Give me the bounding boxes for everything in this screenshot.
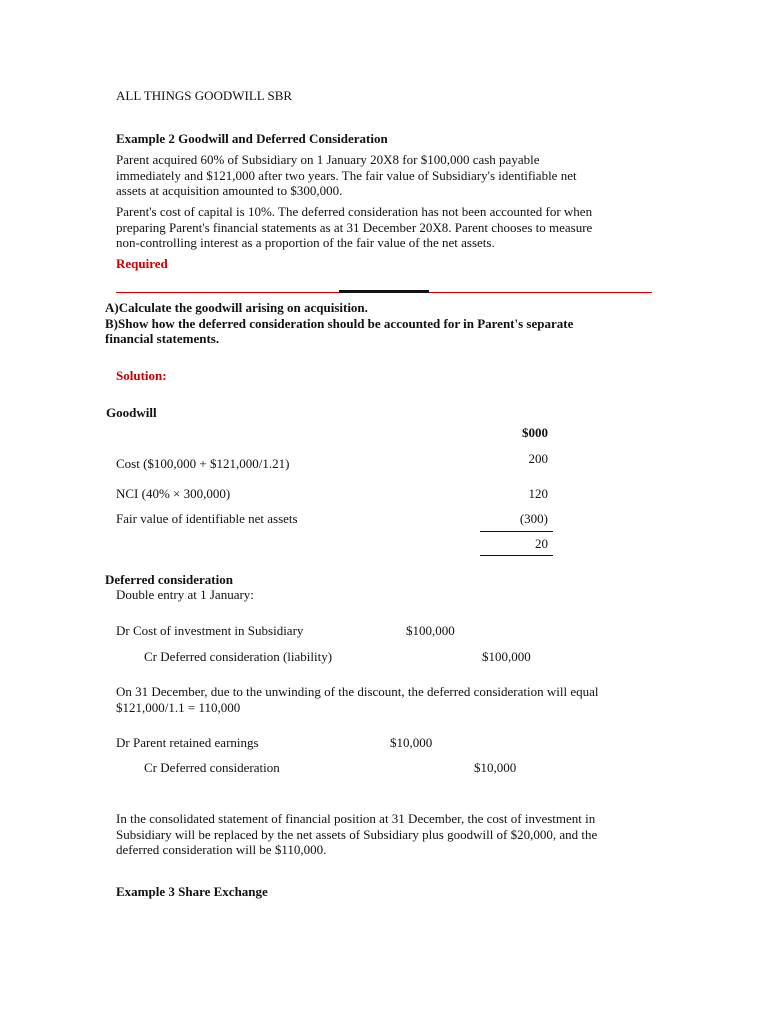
total-rule xyxy=(480,555,553,556)
goodwill-row-label: Fair value of identifiable net assets xyxy=(116,511,298,526)
solution-label: Solution: xyxy=(116,368,167,383)
paragraph-line: Parent acquired 60% of Subsidiary on 1 January 20X8 for $100,000 cash payable xyxy=(116,152,540,167)
question-b-continued: financial statements. xyxy=(105,331,220,346)
document-title: ALL THINGS GOODWILL SBR xyxy=(116,88,293,103)
question-b: B)Show how the deferred consideration should be accounted for in Parent's separate xyxy=(105,315,574,331)
double-entry-intro: Double entry at 1 January: xyxy=(116,587,254,602)
paragraph-line: Parent's cost of capital is 10%. The deferred consideration has not been accounted for when xyxy=(116,204,593,219)
paragraph-line: immediately and $121,000 after two years. The fair value of Subsidiary's identifiable net xyxy=(116,167,577,183)
journal-dr-amount: $10,000 xyxy=(390,735,433,750)
divider-accent xyxy=(339,290,429,293)
paragraph-line: On 31 December, due to the unwinding of the discount, the deferred consideration will equal xyxy=(116,684,599,699)
goodwill-row-label: NCI (40% × 300,000) xyxy=(116,486,231,501)
unwinding-paragraph xyxy=(116,684,599,715)
goodwill-row-value: 200 xyxy=(528,451,548,466)
consolidation-paragraph xyxy=(116,811,597,858)
paragraph-line: non-controlling interest as a proportion of the fair value of the net assets. xyxy=(116,235,495,250)
deferred-consideration-heading: Deferred consideration xyxy=(105,572,233,587)
unit-header: $000 xyxy=(522,425,548,440)
goodwill-row-value: 120 xyxy=(528,486,548,501)
journal-dr-label: Dr Parent retained earnings xyxy=(116,735,259,750)
paragraph-line: deferred consideration will be $110,000. xyxy=(116,842,327,857)
paragraph-line: preparing Parent's financial statements as at 31 December 20X8. Parent chooses to measure xyxy=(116,219,593,235)
journal-cr-amount: $100,000 xyxy=(482,649,531,664)
paragraph-line: assets at acquisition amounted to $300,000. xyxy=(116,183,343,198)
journal-cr-label: Cr Deferred consideration (liability) xyxy=(144,649,333,664)
required-label: Required xyxy=(116,256,168,271)
goodwill-heading: Goodwill xyxy=(106,405,157,420)
scenario-paragraph xyxy=(116,152,577,199)
cost-of-capital-paragraph xyxy=(116,204,592,251)
question-list xyxy=(105,300,573,347)
paragraph-line: In the consolidated statement of financial position at 31 December, the cost of investment in xyxy=(116,811,596,826)
journal-dr-amount: $100,000 xyxy=(406,623,455,638)
journal-dr-label: Dr Cost of investment in Subsidiary xyxy=(116,623,304,638)
subtotal-rule xyxy=(480,531,553,532)
question-a: A)Calculate the goodwill arising on acquisition. xyxy=(105,300,368,315)
goodwill-row-value: (300) xyxy=(519,511,548,526)
paragraph-line: Subsidiary will be replaced by the net assets of Subsidiary plus goodwill of $20,000, and the xyxy=(116,826,598,842)
goodwill-total: 20 xyxy=(535,536,548,551)
journal-cr-label: Cr Deferred consideration xyxy=(144,760,280,775)
example-3-heading: Example 3 Share Exchange xyxy=(116,884,268,899)
journal-cr-amount: $10,000 xyxy=(474,760,517,775)
goodwill-row-label: Cost ($100,000 + $121,000/1.21) xyxy=(116,456,290,471)
paragraph-line: $121,000/1.1 = 110,000 xyxy=(116,699,241,715)
example-2-heading: Example 2 Goodwill and Deferred Consideration xyxy=(116,131,388,146)
